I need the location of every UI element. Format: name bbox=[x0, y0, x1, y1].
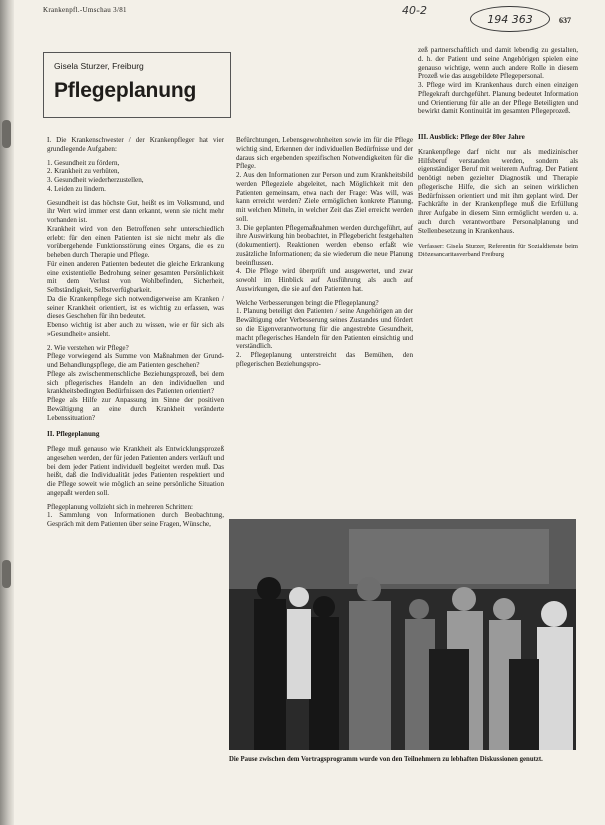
photo-caption: Die Pause zwischen dem Vortragsprogramm wurde von den Teilnehmern zu lebhaften Diskussionen genutzt. bbox=[229, 756, 543, 763]
paragraph: Pflege als Hilfe zur Anpassung im Sinne der positiven Bewältigung an eine durch Krankheit veränderte Lebenssituation? bbox=[47, 396, 224, 422]
section-heading: II. Pflegeplanung bbox=[47, 430, 100, 439]
title-box bbox=[43, 52, 231, 118]
list-item: 2. Krankheit zu verhüten, bbox=[47, 167, 120, 176]
list-item: 1. Planung beteiligt den Patienten / seine Angehörigen an der Bewältigung oder Verbesserung seines Zustandes und fördert so die Eigenverantwortung für die angestrebte Gesundheit, macht pflegerisches Handeln für den Patienten einsichtig und verständlich. bbox=[236, 307, 413, 351]
event-photo bbox=[229, 519, 576, 750]
article-title: Pflegeplanung bbox=[54, 79, 197, 102]
section-heading: III. Ausblick: Pflege der 80er Jahre bbox=[418, 133, 525, 141]
paragraph: 2. Wie verstehen wir Pflege? bbox=[47, 343, 129, 352]
page-number: 637 bbox=[559, 16, 571, 25]
paragraph: Krankenpflege darf nicht nur als medizinischer Hilfsberuf verstanden werden, sondern als eigenständiger Beruf mit weiterem Auftrag. Der Patient benötigt neben gezielter Diagnostik und Therapie pflegerische Hilfe, die sich an seinen wirklichen Bedürfnissen orientiert und mit ihm geplant wird. Der Fachkräfte in der Krankenpflege muß die Erfüllung ihrer Aufgabe in diesem Sinn ermöglicht werden u. a. auch durch verantwortbare Personalplanung und Stellenbesetzung in Krankenhaus. bbox=[418, 147, 578, 235]
paragraph: Pflege vorwiegend als Summe von Maßnahmen der Grund- und Behandlungspflege, die am Patienten geschehen? bbox=[47, 352, 224, 369]
paragraph: Pflege muß genauso wie Krankheit als Entwicklungsprozeß angesehen werden, der für jeden Patienten anders verläuft und bei dem jeder Patient individuell begleitet werden muß. Das heißt, daß die Individualität jedes Patienten respektiert und die Pflege soweit wie möglich an seine persönliche Situation angepaßt werden soll. bbox=[47, 445, 224, 497]
paragraph: I. Die Krankenschwester / der Krankenpfleger hat vier grundlegende Aufgaben: bbox=[47, 136, 224, 153]
paragraph: zeß partnerschaftlich und damit lebendig zu gestalten, d. h. der Patient und seine Angehörigen spielen eine genauso wichtige, wenn auch andere Rolle in diesem Prozeß wie das ausgebildete Pflegepersonal. bbox=[418, 46, 578, 81]
paragraph: Welche Verbesserungen bringt die Pflegeplanung? bbox=[236, 298, 379, 307]
text-column-2 bbox=[236, 136, 413, 369]
archive-stamp: 194 363 bbox=[470, 6, 550, 32]
paragraph: Pflege als zwischenmenschliche Beziehungsprozeß, bei dem sich pflegerisches Handeln an den individuellen und krankheitsbedingten Bedürfnissen des Patienten orientiert? bbox=[47, 369, 224, 396]
paragraph: Pflegeplanung vollzieht sich in mehreren Schritten: bbox=[47, 502, 193, 511]
list-item: 1. Sammlung von Informationen durch Beobachtung, Gespräch mit dem Patienten über seine Fragen, Wünsche, bbox=[47, 511, 224, 528]
paragraph: Befürchtungen, Lebensgewohnheiten sowie im für die Pflege wichtig sind, Erkennen der individuellen Bedürfnisse und der daraus sich ergebenden spezifischen Notwendigkeiten für die Pflege. bbox=[236, 136, 413, 171]
text-column-3 bbox=[418, 46, 578, 258]
paragraph: Gesundheit ist das höchste Gut, heißt es im Volksmund, und ihr Wert wird immer erst dann erkannt, wenn sie nicht mehr vorhanden ist. bbox=[47, 198, 224, 224]
paragraph: Krankheit wird von den Betroffenen sehr unterschiedlich erlebt: für den einen Patienten ist sie nicht mehr als die vorübergehende Funktionsstörung eines Organs, die es zu beheben durch Therapie und Pflege. bbox=[47, 224, 224, 259]
list-item: 4. Leiden zu lindern. bbox=[47, 184, 106, 193]
text-column-1 bbox=[47, 136, 224, 529]
paragraph: Da die Krankenpflege sich notwendigerweise am Kranken / seiner Krankheit orientiert, ist es wichtig zu erfassen, was dieses Geschehen für ihn bedeutet. bbox=[47, 294, 224, 321]
list-item: 3. Die geplanten Pflegemaßnahmen werden durchgeführt, auf ihre Auswirkung hin beobachtet, in Pflegebericht festgehalten (dokumentiert). Reaktionen werden ebenso erfaßt wie zusätzliche Informationen; da sie wiederum die neue Planung beeinflussen. bbox=[236, 223, 413, 267]
journal-reference: Krankenpfl.-Umschau 3/81 bbox=[43, 6, 127, 14]
paragraph: Für einen anderen Patienten bedeutet die gleiche Erkrankung eine existentielle Bedrohung seiner gesamten Persönlichkeit mit dem Verlust von Wohlbefinden, Sicherheit, Selbständigkeit, Selbstverfügbarkeit. bbox=[47, 259, 224, 294]
binder-edge bbox=[0, 0, 14, 825]
list-item: 3. Gesundheit wiederherzustellen, bbox=[47, 176, 144, 184]
punch-hole bbox=[2, 560, 11, 588]
handwritten-mark: 40-2 bbox=[402, 4, 427, 17]
list-item: 3. Pflege wird im Krankenhaus durch einen einzigen Pflegekraft durchgeführt. Planung bedeutet Information und Orientierung für alle an der Pflege Beteiligten und bewirkt damit Kontinuität im gesamten Pflegeprozeß. bbox=[418, 81, 578, 116]
list-item: 2. Pflegeplanung unterstreicht das Bemühen, den pflegerischen Beziehungspro- bbox=[236, 351, 413, 368]
author-note: Verfasser: Gisela Sturzer, Referentin für Sozialdienste beim Diözesancaritasverband Freiburg bbox=[418, 243, 578, 258]
paragraph: Ebenso wichtig ist aber auch zu wissen, wie er für sich als »Gesundheit« ansieht. bbox=[47, 321, 224, 338]
list-item: 4. Die Pflege wird überprüft und ausgewertet, und zwar sowohl im Hinblick auf Ausführung als auch auf Auswirkungen, die sie auf den Patienten hat. bbox=[236, 267, 413, 293]
list-item: 2. Aus den Informationen zur Person und zum Krankheitsbild werden Pflegeziele abgeleitet, nach Möglichkeit mit den Patienten gemeinsam, etwa nach der Frage: Was will, was kann erreicht werden? Ziele ermöglichen konkrete Planung, mit welchen Mitteln, in welcher Zeit das Ziel erreicht werden soll. bbox=[236, 171, 413, 223]
photo-illustration bbox=[229, 519, 576, 750]
punch-hole bbox=[2, 120, 11, 148]
article-author: Gisela Sturzer, Freiburg bbox=[54, 61, 144, 71]
list-item: 1. Gesundheit zu fördern, bbox=[47, 158, 120, 167]
